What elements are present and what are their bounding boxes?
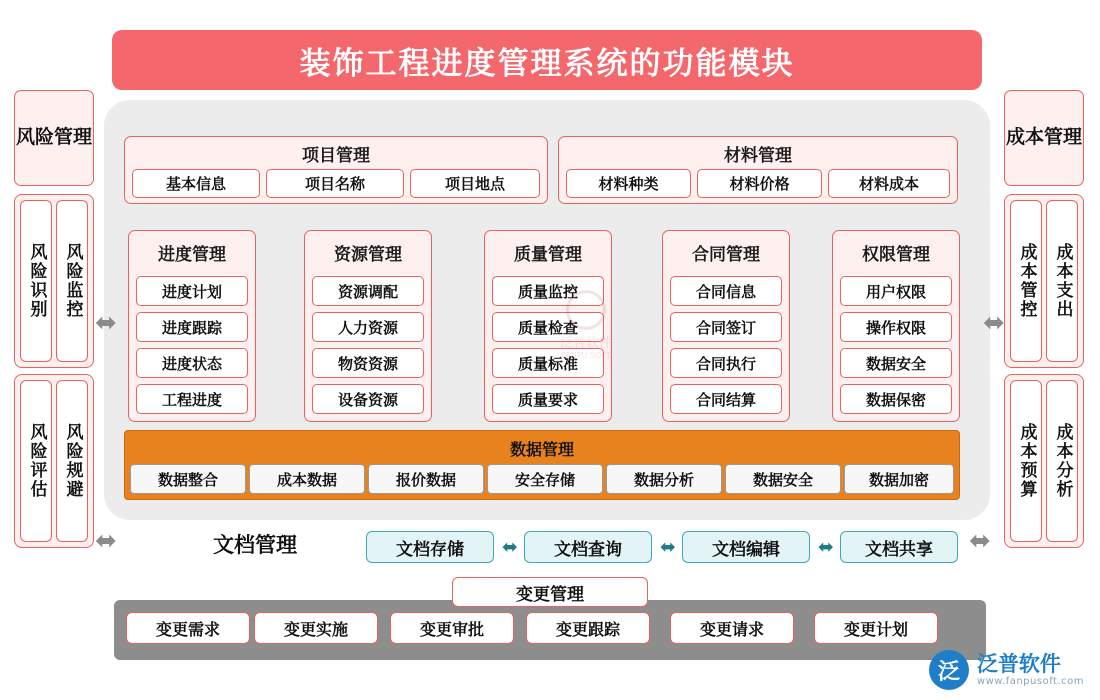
cell-document-edit[interactable]: 文档编辑 (682, 531, 810, 563)
cell-quality-standard[interactable]: 质量标准 (492, 348, 604, 378)
cell-contract-execution[interactable]: 合同执行 (670, 348, 782, 378)
cell-operation-permission[interactable]: 操作权限 (840, 312, 952, 342)
cell-material-type[interactable]: 材料种类 (566, 169, 691, 198)
cell-quote-data[interactable]: 报价数据 (368, 464, 484, 494)
arrow-doc-1: ⬌ (502, 535, 518, 558)
brand-logo-text (977, 653, 1084, 687)
change-management-title: 变更管理 (452, 577, 648, 607)
left-panel-title-line1: 风险 (15, 126, 54, 149)
cell-resource-allocation[interactable]: 资源调配 (312, 276, 424, 306)
cell-cost-data[interactable]: 成本数据 (249, 464, 365, 494)
arrow-right-middle: ⬌ (983, 308, 1005, 338)
left-item-risk-identification[interactable]: 风险识别 (20, 200, 52, 362)
cell-equipment-resource[interactable]: 设备资源 (312, 384, 424, 414)
cell-basic-info[interactable]: 基本信息 (132, 169, 260, 198)
cell-project-location[interactable]: 项目地点 (410, 169, 540, 198)
arrow-right-bottom: ⬌ (969, 526, 991, 556)
cell-contract-signing[interactable]: 合同签订 (670, 312, 782, 342)
group-quality-management-title: 质量管理 (514, 245, 582, 265)
cell-data-integration[interactable]: 数据整合 (130, 464, 246, 494)
right-panel-title-line1: 成本 (1005, 126, 1044, 149)
cell-change-implementation[interactable]: 变更实施 (254, 612, 378, 644)
arrow-left-bottom: ⬌ (95, 526, 117, 556)
group-progress-management-title: 进度管理 (158, 245, 226, 265)
brand-url: www.fanpusoft.com (976, 676, 1084, 688)
right-item-cost-analysis[interactable]: 成本分析 (1046, 380, 1078, 542)
right-item-cost-budget[interactable]: 成本预算 (1010, 380, 1042, 542)
right-item-cost-control[interactable]: 成本管控 (1010, 200, 1042, 362)
right-panel-title (1004, 90, 1084, 186)
group-project-management-title: 项目管理 (302, 146, 370, 166)
cell-human-resource[interactable]: 人力资源 (312, 312, 424, 342)
cell-document-storage[interactable]: 文档存储 (366, 531, 494, 563)
cell-project-name[interactable]: 项目名称 (266, 169, 404, 198)
group-contract-management-title: 合同管理 (692, 245, 760, 265)
cell-document-query[interactable]: 文档查询 (524, 531, 652, 563)
cell-progress-plan[interactable]: 进度计划 (136, 276, 248, 306)
arrow-doc-2: ⬌ (660, 535, 676, 558)
cell-secure-storage[interactable]: 安全存储 (487, 464, 603, 494)
cell-data-security[interactable]: 数据安全 (840, 348, 952, 378)
cell-data-confidentiality[interactable]: 数据保密 (840, 384, 952, 414)
cell-progress-status[interactable]: 进度状态 (136, 348, 248, 378)
cell-quality-inspection[interactable]: 质量检查 (492, 312, 604, 342)
data-management-title: 数据管理 (509, 440, 574, 459)
cell-data-analysis[interactable]: 数据分析 (606, 464, 722, 494)
right-panel-title-line2: 管理 (1044, 126, 1083, 149)
cell-change-request[interactable]: 变更请求 (670, 612, 794, 644)
right-item-cost-expenditure[interactable]: 成本支出 (1046, 200, 1078, 362)
cell-contract-info[interactable]: 合同信息 (670, 276, 782, 306)
arrow-left-middle: ⬌ (95, 308, 117, 338)
cell-document-share[interactable]: 文档共享 (840, 531, 958, 563)
cell-material-price[interactable]: 材料价格 (697, 169, 822, 198)
cell-change-approval[interactable]: 变更审批 (390, 612, 514, 644)
left-item-risk-avoidance[interactable]: 风险规避 (56, 380, 88, 542)
cell-change-plan[interactable]: 变更计划 (814, 612, 938, 644)
cell-contract-settlement[interactable]: 合同结算 (670, 384, 782, 414)
cell-user-permission[interactable]: 用户权限 (840, 276, 952, 306)
left-panel-title (14, 90, 94, 186)
page-title: 装饰工程进度管理系统的功能模块 (112, 30, 982, 90)
brand-name: 泛普软件 (976, 651, 1061, 676)
brand-logo-icon: 泛 (929, 650, 969, 690)
cell-progress-tracking[interactable]: 进度跟踪 (136, 312, 248, 342)
cell-quality-monitoring[interactable]: 质量监控 (492, 276, 604, 306)
cell-data-encryption[interactable]: 数据加密 (844, 464, 954, 494)
arrow-doc-3: ⬌ (818, 535, 834, 558)
left-panel-title-line2: 管理 (54, 126, 93, 149)
group-resource-management-title: 资源管理 (334, 245, 402, 265)
brand-logo (929, 650, 1084, 690)
cell-engineering-progress[interactable]: 工程进度 (136, 384, 248, 414)
document-management-label: 文档管理 (213, 533, 297, 557)
cell-change-requirement[interactable]: 变更需求 (126, 612, 250, 644)
cell-data-safety[interactable]: 数据安全 (725, 464, 841, 494)
cell-change-tracking[interactable]: 变更跟踪 (526, 612, 650, 644)
cell-material-resource[interactable]: 物资资源 (312, 348, 424, 378)
left-item-risk-monitoring[interactable]: 风险监控 (56, 200, 88, 362)
cell-material-cost[interactable]: 材料成本 (828, 169, 950, 198)
group-material-management-title: 材料管理 (724, 146, 792, 166)
cell-quality-requirement[interactable]: 质量要求 (492, 384, 604, 414)
left-item-risk-assessment[interactable]: 风险评估 (20, 380, 52, 542)
group-permission-management-title: 权限管理 (862, 245, 930, 265)
